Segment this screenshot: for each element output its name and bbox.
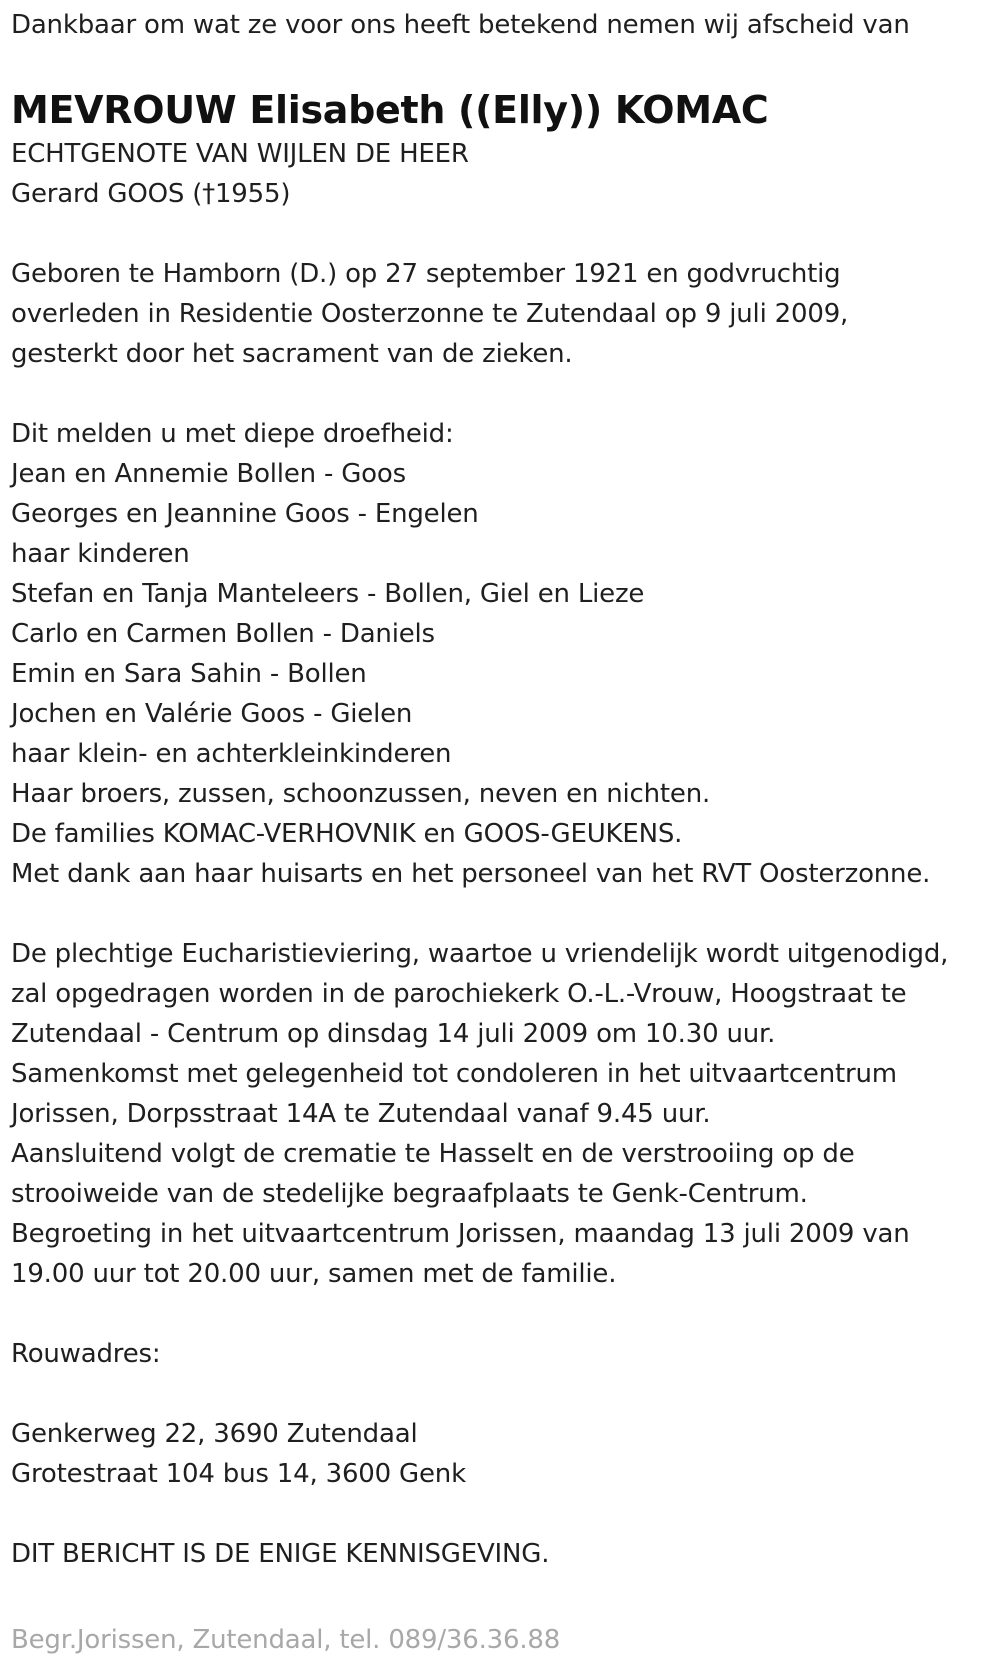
paragraph-line: overleden in Residentie Oosterzonne te Zutendaal op 9 juli 2009, <box>11 299 849 329</box>
spouse-title: ECHTGENOTE VAN WIJLEN DE HEER <box>11 139 469 169</box>
mourner-line: haar klein- en achterkleinkinderen <box>11 739 452 769</box>
paragraph-line: Begroeting in het uitvaartcentrum Jorissen, maandag 13 juli 2009 van <box>11 1219 910 1249</box>
mourner-line: Jean en Annemie Bollen - Goos <box>11 459 406 489</box>
intro-text: Dankbaar om wat ze voor ons heeft betekend nemen wij afscheid van <box>11 10 910 40</box>
spacer <box>11 1294 996 1334</box>
paragraph-line: 19.00 uur tot 20.00 uur, samen met de familie. <box>11 1259 617 1289</box>
paragraph-line: Aansluitend volgt de crematie te Hasselt en de verstrooiing op de <box>11 1139 855 1169</box>
notice-text: DIT BERICHT IS DE ENIGE KENNISGEVING. <box>11 1539 550 1569</box>
paragraph-line: Jorissen, Dorpsstraat 14A te Zutendaal vanaf 9.45 uur. <box>11 1099 711 1129</box>
mourner-line: Carlo en Carmen Bollen - Daniels <box>11 619 435 649</box>
paragraph-line: De plechtige Eucharistieviering, waartoe u vriendelijk wordt uitgenodigd, <box>11 939 949 969</box>
mourning-addresses <box>11 1414 996 1494</box>
address-line: Genkerweg 22, 3690 Zutendaal <box>11 1419 418 1449</box>
spacer <box>11 374 996 414</box>
mourner-line: Met dank aan haar huisarts en het personeel van het RVT Oosterzonne. <box>11 859 931 889</box>
spouse-name: Gerard GOOS (†1955) <box>11 179 291 209</box>
mourner-line: Jochen en Valérie Goos - Gielen <box>11 699 413 729</box>
paragraph-line: zal opgedragen worden in de parochiekerk O.-L.-Vrouw, Hoogstraat te <box>11 979 907 1009</box>
ceremony-paragraph <box>11 934 996 1294</box>
mourner-line: haar kinderen <box>11 539 190 569</box>
paragraph-line: strooiweide van de stedelijke begraafplaats te Genk-Centrum. <box>11 1179 808 1209</box>
undertaker-footer: Begr.Jorissen, Zutendaal, tel. 089/36.36.88 <box>11 1625 561 1655</box>
spacer <box>11 1374 996 1414</box>
spacer <box>11 214 996 254</box>
paragraph-line: gesterkt door het sacrament van de zieken. <box>11 339 573 369</box>
deceased-name: MEVROUW Elisabeth ((Elly)) KOMAC <box>11 88 769 132</box>
paragraph-line: Zutendaal - Centrum op dinsdag 14 juli 2009 om 10.30 uur. <box>11 1019 776 1049</box>
birth-death-paragraph <box>11 254 996 374</box>
mourner-line: Stefan en Tanja Manteleers - Bollen, Giel en Lieze <box>11 579 645 609</box>
mourners-heading: Dit melden u met diepe droefheid: <box>11 419 454 449</box>
address-line: Grotestraat 104 bus 14, 3600 Genk <box>11 1459 466 1489</box>
spacer <box>11 894 996 934</box>
mourner-line: Emin en Sara Sahin - Bollen <box>11 659 367 689</box>
mourner-line: De families KOMAC-VERHOVNIK en GOOS-GEUKENS. <box>11 819 683 849</box>
paragraph-line: Geboren te Hamborn (D.) op 27 september 1921 en godvruchtig <box>11 259 841 289</box>
paragraph-line: Samenkomst met gelegenheid tot condoleren in het uitvaartcentrum <box>11 1059 897 1089</box>
mourners-list <box>11 414 996 894</box>
death-notice <box>11 0 996 1574</box>
spacer <box>11 1494 996 1534</box>
mourning-address-label: Rouwadres: <box>11 1339 161 1369</box>
mourner-line: Georges en Jeannine Goos - Engelen <box>11 499 479 529</box>
mourner-line: Haar broers, zussen, schoonzussen, neven en nichten. <box>11 779 711 809</box>
